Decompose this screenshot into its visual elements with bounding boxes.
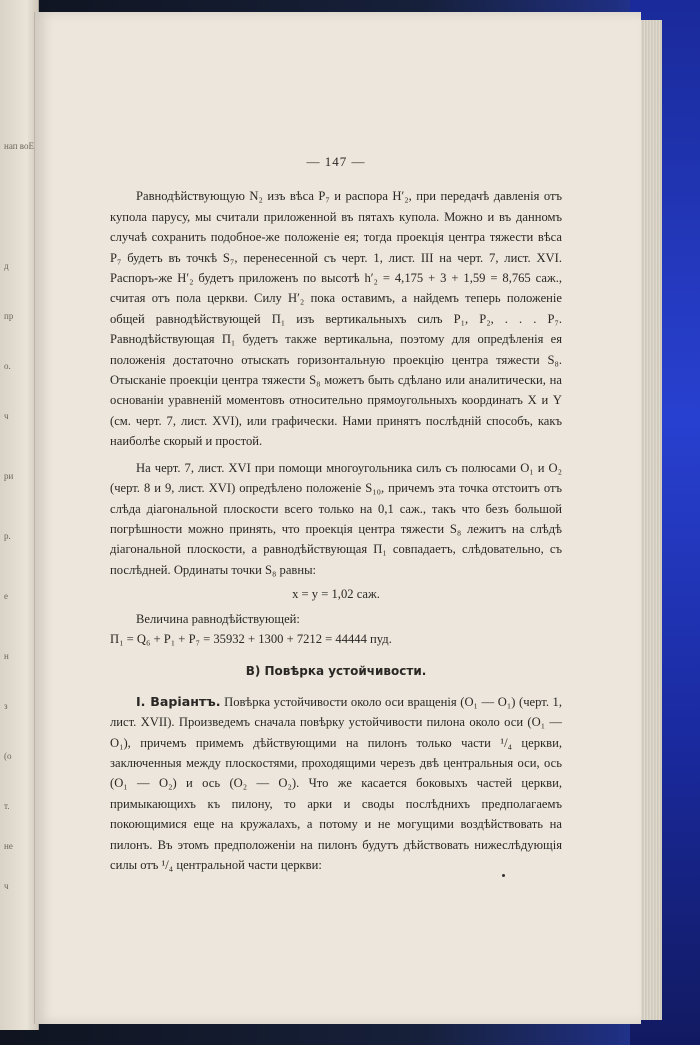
formula-resultant: Π₁ = Q₆ + P₁ + P₇ = 35932 + 1300 + 7212 = 44444 пуд. [110,631,392,646]
section-heading: B) Повѣрка устойчивости. [245,664,427,679]
resultant-label: Величина равнодѣйствующей: [136,611,300,626]
left-fragment: ч [4,411,9,421]
formula-coordinates: x = y = 1,02 саж. [292,587,380,602]
page-number: — 147 — [306,154,366,169]
variant-text: Повѣрка устойчивости около оси вращенія (O₁ — O₁) (черт. 1, лист. XVII). Произведемъ сначала повѣрку устойчивости пилона около оси (O₁ — O₁), причемъ примемъ дѣйствующими на пилонъ только части ¹/₄ церкви, заключенныя между плоскостями, проходящими черезъ двѣ центральныя оси, ось (O₁ — O₂) и ось (O₂ — O₂). Что же касается боковыхъ частей церкви, примыкающихъ къ пилону, то арки и своды послѣднихъ предполагаемъ покоющимися еще на кружалахъ, а потому и не могущими воздѣйствовать на пилонъ. Въ этомъ предположеніи на пилонъ будутъ дѣйствовать нижеслѣдующія силы отъ ¹/₄ центральной части церкви: [110,694,563,872]
ink-dot [502,874,505,877]
paragraph: Равнодѣйствующую N₂ изъ вѣса P₇ и распора H′₂, при передачѣ давленія отъ купола парусу, мы считали приложенной въ пятахъ купола. Можно и въ данномъ случаѣ сохранить подобное-же положеніе ея; тогда проекція центра тяжести вѣса P₇ будетъ въ точкѣ S₇, перенесенной съ черт. 1, лист. III на черт. 7, лист. XVI. Распоръ-же H′₂ будетъ приложенъ по высотѣ h′₂ = 4,175 + 3 + 1,59 = 8,765 саж., считая отъ пола церкви. Силу H′₂ пока оставимъ, а найдемъ теперь положеніе общей равнодѣйствующей Π₁ изъ вертикальныхъ силъ P₁, P₂, . . . P₇. Равнодѣйствующая Π₁ будетъ также вертикальна, поэтому для опредѣленія ея положенія достаточно отыскать горизонтальную проекцію центра тяжести S₈. Отысканіе проекціи центра тяжести S₈ можетъ быть сдѣлано или аналитически, на основаніи уравненій моментовъ относительно прямоугольныхъ координатъ X и Y (см. черт. 7, лист. XVI), или графически. Нами принятъ послѣдній способъ, какъ наиболѣе скорый и простой. [110,189,562,449]
left-fragment: т. [4,801,10,811]
page-text [110,152,562,875]
left-fragment: р. [4,531,11,541]
left-fragment: не [4,841,13,851]
left-fragment: д [4,261,9,271]
variant-label: I. Варіантъ. [136,693,221,709]
left-fragment: з [4,701,8,711]
left-fragment: нап воЕ [4,141,34,151]
left-fragment: ч [4,881,9,891]
left-fragment: н [4,651,9,661]
left-fragment: пр [4,311,14,321]
left-fragment: (о [4,751,12,761]
left-fragment: ри [4,471,14,481]
left-fragment: о. [4,361,11,371]
paragraph: На черт. 7, лист. XVI при помощи многоугольника силъ съ полюсами O₁ и O₂ (черт. 8 и 9, лист. XVI) опредѣлено положеніе S₁₀, причемъ эта точка отстоитъ отъ слѣда діагональной плоскости всего только на 0,1 саж., такъ что безъ большой погрѣшности можно принять, что проекція центра тяжести S₈ лежитъ на слѣдѣ діагональной плоскости, а равнодѣйствующая Π₁ совпадаетъ, слѣдовательно, съ послѣдней. Ординаты точки S₈ равны: [110,460,562,577]
left-fragment: е [4,591,8,601]
variant-paragraph [110,692,562,876]
book-page [34,12,641,1024]
